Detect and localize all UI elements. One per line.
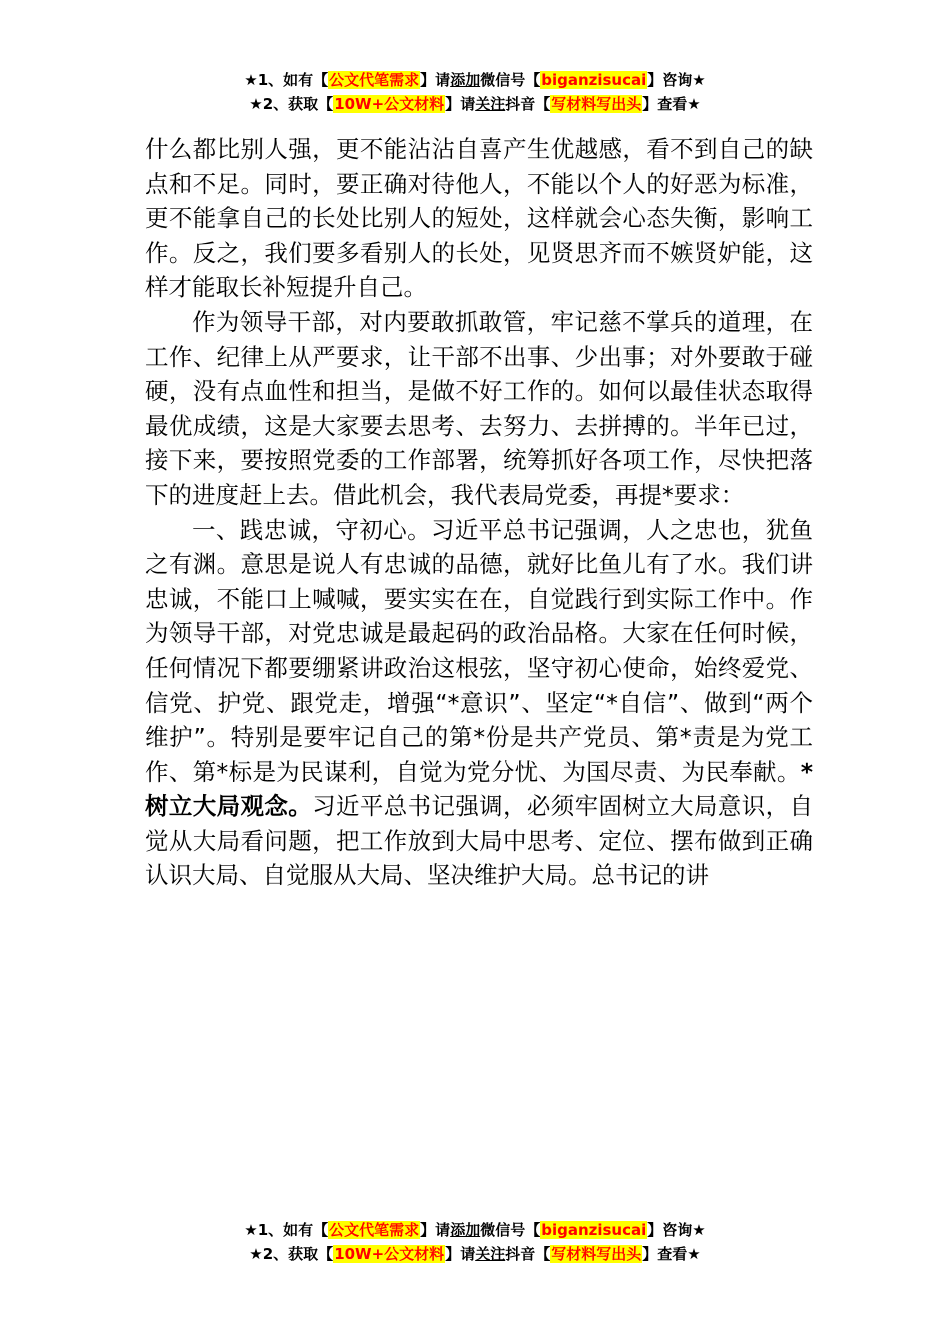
banner-text: 】咨询★: [647, 71, 706, 89]
banner-line-1: [0, 1218, 950, 1242]
banner-text: 抖音【: [505, 1245, 551, 1263]
paragraph-continued: 什么都比别人强，更不能沾沾自喜产生优越感，看不到自己的缺点和不足。同时，要正确对待他人，不能以个人的好恶为标准，更不能拿自己的长处比别人的短处，这样就会心态失衡，影响工作。反之，我们要多看别人的长处，见贤思齐而不嫉贤妒能，这样才能取长补短提升自己。: [145, 135, 813, 302]
banner-text: 】请: [420, 1221, 451, 1239]
banner-text: 微信号【: [480, 71, 541, 89]
footer-banner: [0, 1218, 950, 1266]
banner-highlight: biganzisucai: [541, 71, 647, 89]
banner-text: 】请: [445, 1245, 476, 1263]
banner-text: 抖音【: [505, 95, 551, 113]
banner-highlight: 公文代笔需求: [329, 71, 420, 89]
banner-text: 】查看★: [642, 95, 701, 113]
document-body: [145, 132, 813, 893]
banner-highlight: biganzisucai: [541, 1221, 647, 1239]
header-banner: [0, 68, 950, 116]
banner-highlight: 写材料写出头: [551, 1245, 642, 1263]
banner-underline: 添加: [450, 1221, 481, 1239]
bold-heading: *树立大局观念。: [145, 757, 813, 821]
banner-text: 】请: [420, 71, 451, 89]
banner-highlight: 10W+公文材料: [334, 95, 445, 113]
paragraph: 作为领导干部，对内要敢抓敢管，牢记慈不掌兵的道理，在工作、纪律上从严要求，让干部不出事、少出事；对外要敢于碰硬，没有点血性和担当，是做不好工作的。如何以最佳状态取得最优成绩，这是大家要去思考、去努力、去拼搏的。半年已过，接下来，要按照党委的工作部署，统筹抓好各项工作，尽快把落下的进度赶上去。借此机会，我代表局党委，再提*要求：: [145, 307, 813, 509]
banner-text: 】查看★: [642, 1245, 701, 1263]
banner-highlight: 公文代笔需求: [329, 1221, 420, 1239]
banner-text: ★1、如有【: [244, 1221, 329, 1239]
paragraph-text: 习近平总书记强调，必须牢固树立大局意识，自觉从大局看问题，把工作放到大局中思考、定位、摆布做到正确认识大局、自觉服从大局、坚决维护大局。总书记的讲: [145, 792, 814, 890]
banner-text: ★2、获取【: [249, 1245, 334, 1263]
banner-text: ★2、获取【: [249, 95, 334, 113]
paragraph-text: 一、践忠诚，守初心。习近平总书记强调，人之忠也，犹鱼之有渊。意思是说人有忠诚的品德，就好比鱼儿有了水。我们讲忠诚，不能口上喊喊，要实实在在，自觉践行到实际工作中。作为领导干部，对党忠诚是最起码的政治品格。大家在任何时候，任何情况下都要绷紧讲政治这根弦，坚守初心使命，始终爱党、信党、护党、跟党走，增强“*意识”、坚定“*自信”、做到“两个维护”。特别是要牢记自己的第*份是共产党员、第*责是为党工作、第*标是为民谋利，自觉为党分忧、为国尽责、为民奉献。: [145, 515, 813, 786]
banner-line-1: [0, 68, 950, 92]
banner-text: 】咨询★: [647, 1221, 706, 1239]
banner-underline: 关注: [475, 1245, 506, 1263]
banner-line-2: [0, 92, 950, 116]
paragraph: [145, 513, 813, 894]
banner-text: 微信号【: [480, 1221, 541, 1239]
banner-text: 】请: [445, 95, 476, 113]
banner-underline: 关注: [475, 95, 506, 113]
banner-highlight: 写材料写出头: [551, 95, 642, 113]
banner-highlight: 10W+公文材料: [334, 1245, 445, 1263]
banner-underline: 添加: [450, 71, 481, 89]
banner-text: ★1、如有【: [244, 71, 329, 89]
banner-line-2: [0, 1242, 950, 1266]
